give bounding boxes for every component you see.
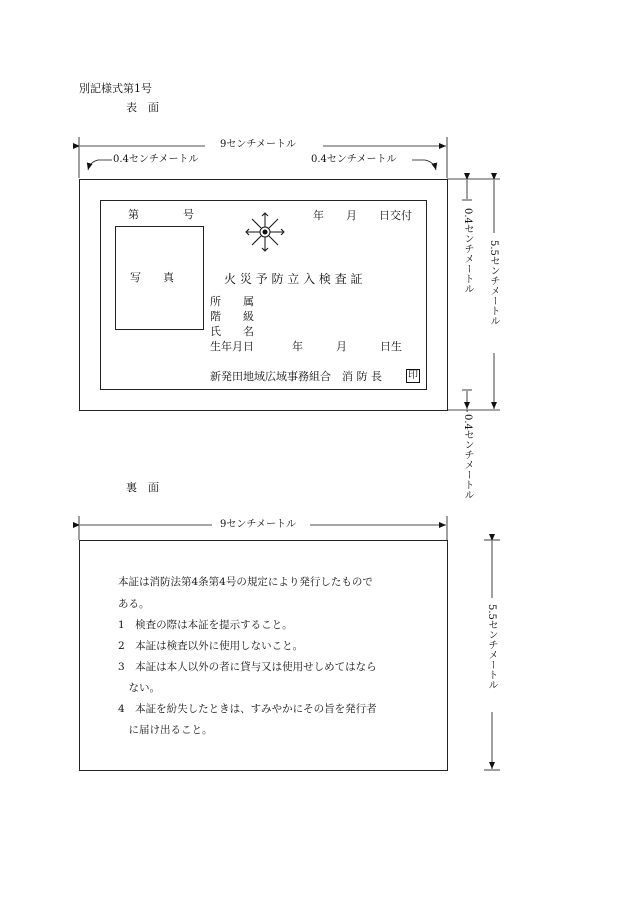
photo-label: 写 真: [130, 271, 174, 284]
seal-box: 印: [408, 370, 418, 381]
back-heading: 裏 面: [126, 481, 159, 494]
back-width-label: 9センチメートル: [220, 519, 296, 530]
field-birth-date: 年 月 日生: [292, 340, 402, 353]
issue-date: 年 月 日交付: [313, 209, 412, 222]
field-name: 氏 名: [210, 325, 254, 338]
field-rank: 階 級: [210, 310, 254, 323]
form-label: 別記様式第1号: [79, 82, 152, 95]
back-line-3: 1 検査の際は本証を提示すること。: [118, 619, 293, 631]
field-affiliation: 所 属: [210, 295, 254, 308]
front-right-margin-label: 0.4センチメートル: [311, 154, 397, 165]
back-line-1: 本証は消防法第4条第4号の規定により発行したもので: [118, 576, 373, 588]
back-height-label: 5.5センチメートル: [486, 604, 497, 690]
back-line-4: 2 本証は検査以外に使用しないこと。: [118, 640, 304, 652]
front-left-margin-label: 0.4センチメートル: [113, 154, 199, 165]
front-heading: 表 面: [126, 101, 159, 114]
field-birth-label: 生年月日: [210, 340, 254, 353]
front-height-label: 5.5センチメートル: [488, 240, 499, 326]
front-width-label: 9センチメートル: [220, 139, 296, 150]
front-bottom-margin-label: 0.4センチメートル: [462, 414, 473, 500]
back-line-8: に届け出ること。: [118, 724, 213, 736]
card-title: 火 災 予 防 立 入 検 査 証: [224, 272, 363, 286]
back-line-5: 3 本証は本人以外の者に貸与又は使用せしめてはなら: [118, 661, 377, 673]
back-line-2: ある。: [118, 598, 150, 610]
issuer-text: 新発田地域広域事務組合 消 防 長: [210, 370, 382, 383]
back-line-6: ない。: [118, 682, 160, 694]
card-number-label: 第 号: [128, 208, 194, 221]
front-top-margin-label: 0.4センチメートル: [462, 208, 473, 294]
emblem-icon: [245, 212, 285, 252]
back-line-7: 4 本証を紛失したときは、すみやかにその旨を発行者: [118, 703, 377, 715]
